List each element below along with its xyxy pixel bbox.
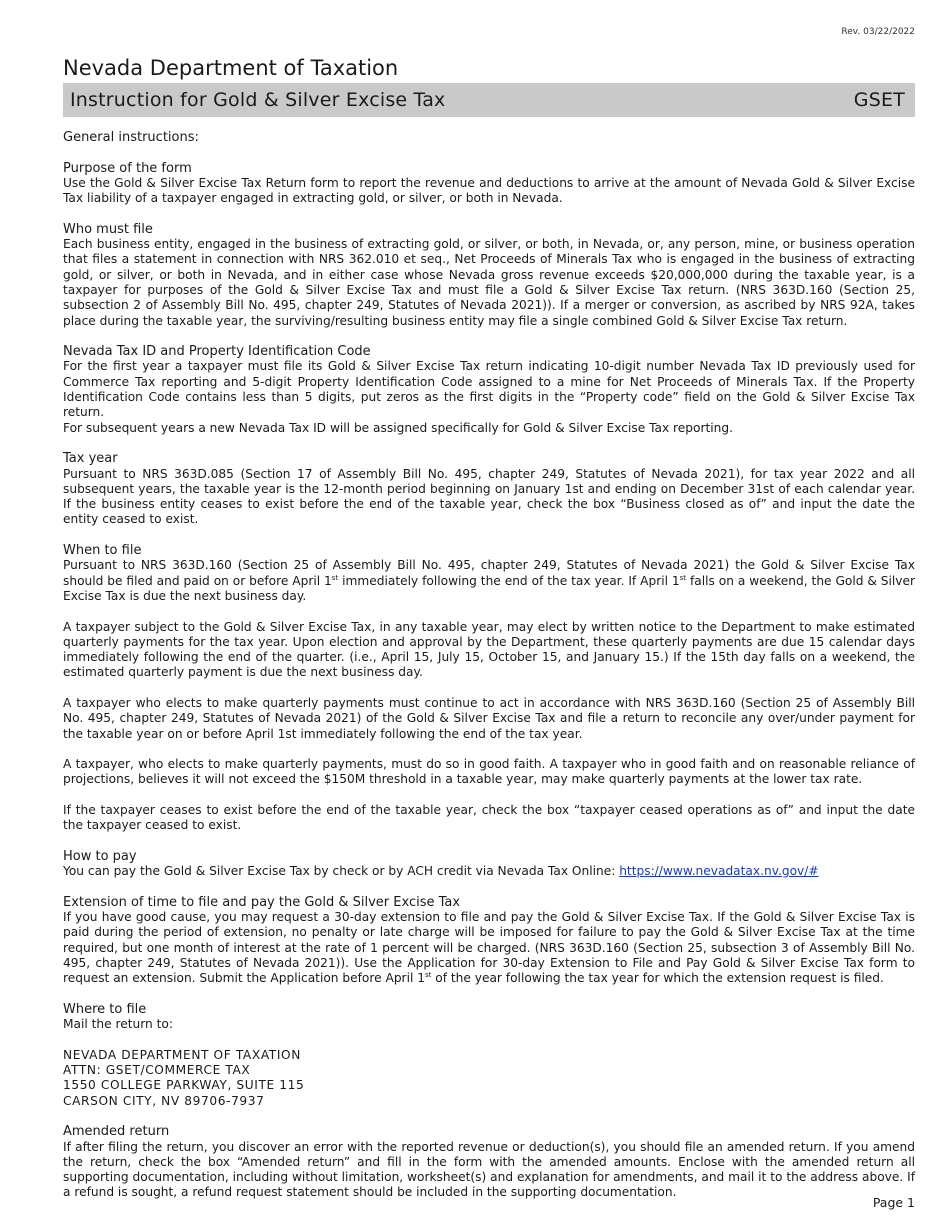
tax-id-text: For the first year a taxpayer must file its Gold & Silver Excise Tax return indicating 10-digit number Nevada Tax ID previously used for Commerce Tax reporting and 5-digit Property Identification Code assigned to a mine for Net Proceeds of Minerals Tax. If the Property Identification Code contains less than 5 digits, put zeros as the first digits in the “Property code” field on the Gold & Silver Excise Tax return. <box>63 359 915 420</box>
how-to-pay-heading: How to pay <box>63 848 137 864</box>
amended-heading: Amended return <box>63 1124 170 1140</box>
when-to-file-text: Pursuant to NRS 363D.160 (Section 25 of Assembly Bill No. 495, chapter 249, Statutes of Nevada 2021) the Gold & Silver Excise Tax should be filed and paid on or before April 1st immediately following the end of the tax year. If April 1st falls on a weekend, the Gold & Silver Excise Tax is due the next business day. <box>63 558 916 603</box>
purpose-text: Use the Gold & Silver Excise Tax Return form to report the revenue and deductions to arrive at the amount of Nevada Gold & Silver Excise Tax liability of a taxpayer engaged in extracting gold, or silver, or both in Nevada. <box>63 175 915 206</box>
how-to-pay-text: You can pay the Gold & Silver Excise Tax by check or by ACH credit via Nevada Tax Online: https://www.nevadatax.nv.gov/# <box>63 864 819 879</box>
tax-year-heading: Tax year <box>63 451 118 467</box>
page-number: Page 1 <box>872 1195 915 1210</box>
amended-text: If after filing the return, you discover an error with the reported revenue or deduction(s), you should file an amended return. If you amend the return, check the box “Amended return” and fill in the form with the amended amounts. Enclose with the amended return all supporting documentation, including without limitation, worksheet(s) and explanation for amendments, and mail it to the address above. If a refund is sought, a refund request statement should be included in the supporting documentation. <box>63 1139 915 1200</box>
ceased-operations-text: If the taxpayer ceases to exist before the end of the taxable year, check the box “taxpayer ceased operations as of” and input the date the taxpayer ceased to exist. <box>63 803 915 833</box>
who-must-file-text: Each business entity, engaged in the business of extracting gold, or silver, or both, in Nevada, or, any person, mine, or business operation that files a statement in connection with NRS 362.010 et seq., Net Proceeds of Minerals Tax who is engaged in the business of extracting gold, or silver, or both in Nevada, and in either case whose Nevada gross revenue exceeds $20,000,000 during the taxable year, is a taxpayer for purposes of the Gold & Silver Excise Tax and must file a Gold & Silver Excise Tax return. (NRS 363D.160 (Section 25, subsection 2 of Assembly Bill No. 495, chapter 249, Statutes of Nevada 2021)). If a merger or conversion, as ascribed by NRS 92A, takes place during the taxable year, the surviving/resulting business entity may file a single combined Gold & Silver Excise Tax return. <box>63 237 915 328</box>
extension-heading: Extension of time to file and pay the Gold & Silver Excise Tax <box>63 894 461 910</box>
tax-year-text: Pursuant to NRS 363D.085 (Section 17 of Assembly Bill No. 495, chapter 249, Statutes of Nevada 2021), for tax year 2022 and all subsequent years, the taxable year is the 12-month period beginning on January 1st and ending on December 31st of each calendar year. If the business entity ceases to exist before the end of the taxable year, check the box “Business closed as of” and input the date the entity ceased to exist. <box>63 466 915 527</box>
address-line: ATTN: GSET/COMMERCE TAX <box>63 1063 251 1078</box>
extension-text: If you have good cause, you may request a 30-day extension to file and pay the Gold & Silver Excise Tax. If the Gold & Silver Excise Tax is paid during the period of extension, no penalty or late charge will be imposed for failure to pay the Gold & Silver Excise Tax at the time required, but one month of interest at the rate of 1 percent will be charged. (NRS 363D.160 (Section 25, subsection 3 of Assembly Bill No. 495, chapter 249, Statutes of Nevada 2021)). Use the Application for 30-day Extension to File and Pay Gold & Silver Excise Tax form to request an extension. Submit the Application before April 1st of the year following the tax year for which the extension request is filed. <box>63 910 915 986</box>
address-line: CARSON CITY, NV 89706-7937 <box>63 1093 265 1108</box>
quarterly-election-text: A taxpayer subject to the Gold & Silver Excise Tax, in any taxable year, may elect by written notice to the Department to make estimated quarterly payments for the tax year. Upon election and approval by the Department, these quarterly payments are due 15 calendar days immediately following the end of the quarter. (i.e., April 15, July 15, October 15, and January 15.) If the 15th day falls on a weekend, the estimated quarterly payment is due the next business day. <box>63 619 915 680</box>
where-to-file-intro: Mail the return to: <box>63 1017 173 1032</box>
purpose-heading: Purpose of the form <box>63 160 192 176</box>
quarterly-reconcile-text: A taxpayer who elects to make quarterly payments must continue to act in accordance with NRS 363D.160 (Section 25 of Assembly Bill No. 495, chapter 249, Statutes of Nevada 2021) of the Gold & Silver Excise Tax and file a return to reconcile any over/under payment for the taxable year on or before April 1st immediately following the end of the tax year. <box>63 695 915 741</box>
agency-name: Nevada Department of Taxation <box>63 56 399 80</box>
revision-date: Rev. 03/22/2022 <box>841 27 915 37</box>
title-bar <box>63 83 915 117</box>
general-heading: General instructions: <box>63 130 199 145</box>
where-to-file-heading: Where to file <box>63 1001 147 1017</box>
tax-id-subsequent-text: For subsequent years a new Nevada Tax ID will be assigned specifically for Gold & Silver Excise Tax reporting. <box>63 420 733 435</box>
nevada-tax-online-link[interactable]: https://www.nevadatax.nv.gov/# <box>619 864 819 879</box>
instructions-body <box>63 130 915 1201</box>
address-line: NEVADA DEPARTMENT OF TAXATION <box>63 1047 301 1062</box>
address-line: 1550 COLLEGE PARKWAY, SUITE 115 <box>63 1078 305 1093</box>
good-faith-text: A taxpayer, who elects to make quarterly payments, must do so in good faith. A taxpayer who in good faith and on reasonable reliance of projections, believes it will not exceed the $150M threshold in a taxable year, may make quarterly payments at the lower tax rate. <box>63 757 915 787</box>
who-must-file-heading: Who must file <box>63 221 153 237</box>
document-title: Instruction for Gold & Silver Excise Tax <box>70 89 446 111</box>
form-code: GSET <box>853 89 905 111</box>
when-to-file-heading: When to file <box>63 543 142 559</box>
tax-id-heading: Nevada Tax ID and Property Identification Code <box>63 344 371 360</box>
